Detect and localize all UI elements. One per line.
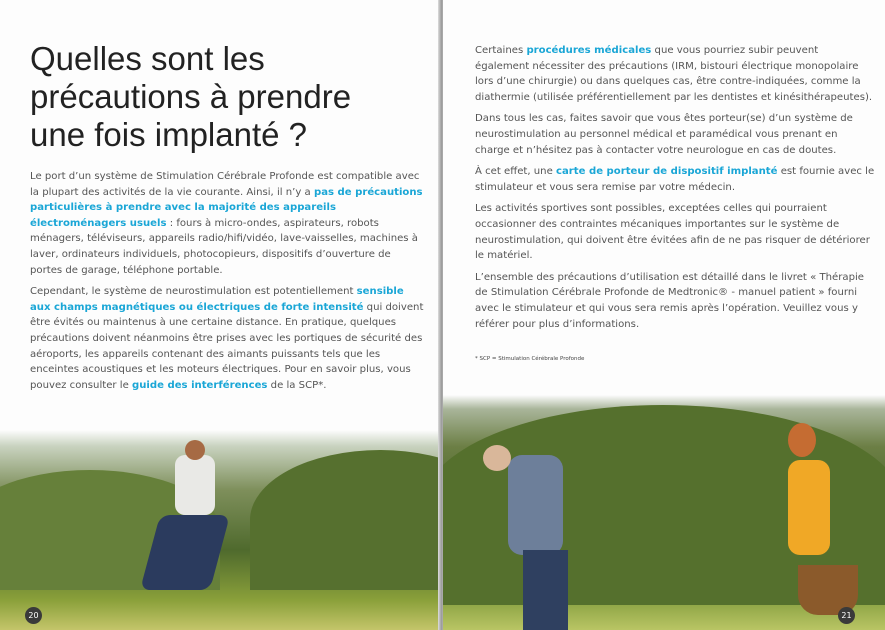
text: À cet effet, une [475,166,557,178]
paragraph [30,284,425,393]
page-number: 21 [838,607,855,624]
highlight-text: procédures médicales [526,45,652,56]
photo-girl-running [0,430,440,630]
photo-couple-outdoors [443,395,885,630]
man-figure [508,455,563,555]
page-title: Quelles sont les précautions à prendre une fois implanté ? [30,40,352,153]
left-page [0,0,440,630]
highlight-text: sensible aux champs magnétiques ou électriques de forte intensité [30,286,404,313]
paragraph: L’ensemble des précautions d’utilisation est détaillé dans le livret « Thérapie de Stimulation Cérébrale Profonde de Medtronic® - manuel patient » fourni avec le stimulateur et qui vous sera remis après l’opération. Veuillez vous y référer pour plus d’informations. [475,271,865,330]
paragraph [30,169,425,278]
right-body-text [475,43,875,338]
left-body-text [30,169,425,399]
right-page [443,0,885,630]
woman-figure [788,460,830,555]
footnote: * SCP = Stimulation Cérébrale Profonde [475,356,585,362]
text: de la SCP*. [267,379,327,391]
text: Certaines [475,45,527,56]
text: qui doivent être évités ou maintenus à une certaine distance. En pratique, quelques précautions doivent néanmoins être prises avec les portiques de sécurité des aéroports, les appareils contenant des aimants puissants tels que les enceintes acoustiques et les moteurs électriques. Pour en savoir plus, vous pouvez consulter le [30,301,424,391]
paragraph [475,43,875,105]
highlight-text: guide des interférences [132,379,268,391]
paragraph: Dans tous les cas, faites savoir que vous êtes porteur(se) d’un système de neurostimulation au personnel médical et paramédical vous prenant en charge et n’hésitez pas à contacter votre neurologue en cas de doutes. [475,113,853,156]
text: Cependant, le système de neurostimulation est potentiellement [30,286,357,298]
text: que vous pourriez subir peuvent également nécessiter des précautions (IRM, bistouri électrique monopolaire lors d’une chirurgie) ou dans quelques cas, être contre-indiquées, comme la diathermie (utilisée préférentiellement par les dentistes et kinésithérapeutes). [475,45,873,103]
girl-figure [175,455,215,515]
paragraph [475,164,875,195]
text: est fournie avec le stimulateur et vous sera remise par votre médecin. [475,166,875,193]
highlight-text: carte de porteur de dispositif implanté [556,166,778,178]
page-number: 20 [25,607,42,624]
highlight-text: pas de précautions particulières à prendre avec la majorité des appareils électroménagers usuels [30,186,423,229]
text: : fours à micro-ondes, aspirateurs, robots ménagers, téléviseurs, appareils radio/hifi/vidéo, lave-vaisselles, machines à laver, ordinateurs individuels, photocopieurs, dispositifs d’ouverture de portes de garage, téléphone portable. [30,217,418,276]
text: Le port d’un système de Stimulation Cérébrale Profonde est compatible avec la plupart des activités de la vie courante. Ainsi, il n’y a [30,171,420,198]
paragraph: Les activités sportives sont possibles, exceptées celles qui pourraient occasionner des contraintes mécaniques importantes sur le système de neurostimulation, qui doivent être évitées afin de ne pas risquer de détériorer le matériel. [475,203,870,262]
